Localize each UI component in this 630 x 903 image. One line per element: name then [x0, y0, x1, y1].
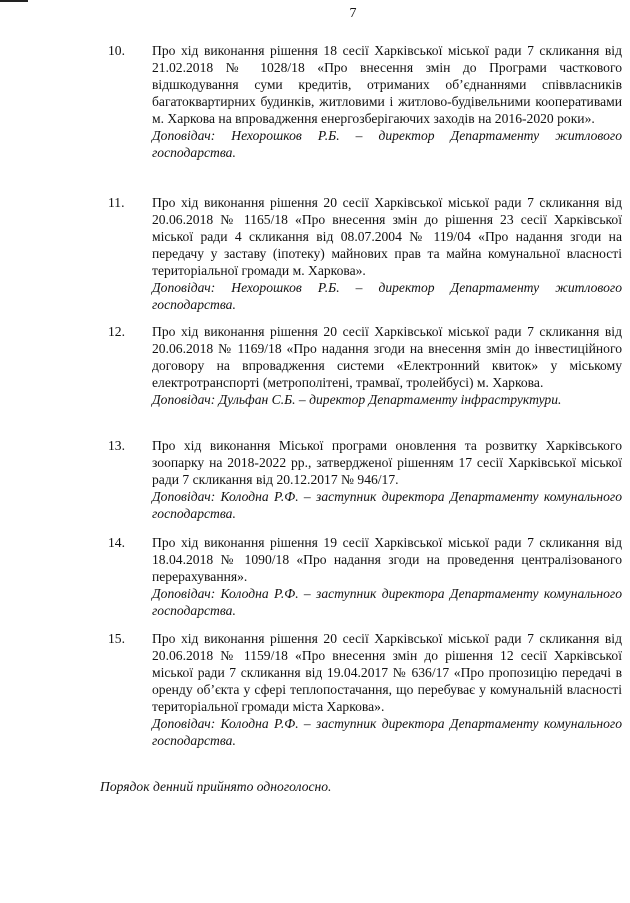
- item-text: Про хід виконання рішення 20 сесії Харківської міської ради 7 скликання від 20.06.2018 № 1169/18 «Про надання згоди на внесення змін до інвестиційного договору на впровадження системи «Електронний квиток» у міському електротранспорті (метрополітені, трамваї, тролейбусі) м. Харкова.: [152, 324, 622, 390]
- item-text: Про хід виконання рішення 19 сесії Харківської міської ради 7 скликання від 18.04.2018 № 1090/18 «Про надання згоди на проведення централізованого перерахування».: [152, 535, 622, 584]
- item-speaker: Доповідач: Нехорошков Р.Б. – директор Департаменту житлового господарства.: [152, 280, 622, 312]
- agenda-item-14: [108, 534, 622, 619]
- item-speaker: Доповідач: Колодна Р.Ф. – заступник директора Департаменту комунального господарства.: [152, 586, 622, 618]
- item-speaker: Доповідач: Дульфан С.Б. – директор Департаменту інфраструктури.: [152, 392, 562, 407]
- item-number: 11.: [108, 195, 125, 210]
- agenda-item-10: [108, 42, 622, 161]
- item-number: 10.: [108, 43, 125, 58]
- item-number: 15.: [108, 631, 125, 646]
- top-edge-mark: [0, 0, 28, 2]
- item-text: Про хід виконання Міської програми оновлення та розвитку Харківського зоопарку на 2018-2022 рр., затвердженої рішенням 17 сесії Харківської міської ради 7 скликання від 20.12.2017 № 946/17.: [152, 438, 622, 487]
- item-text: Про хід виконання рішення 20 сесії Харківської міської ради 7 скликання від 20.06.2018 № 1159/18 «Про внесення змін до рішення 12 сесії Харківської міської ради 7 скликання від 19.04.2017 № 636/17 «Про пропозицію передачі в оренду об’єкта у сфері теплопостачання, що перебуває у комунальній власності територіальної громади міста Харкова».: [152, 631, 622, 714]
- item-speaker: Доповідач: Колодна Р.Ф. – заступник директора Департаменту комунального господарства.: [152, 716, 622, 748]
- item-speaker: Доповідач: Колодна Р.Ф. – заступник директора Департаменту комунального господарства.: [152, 489, 622, 521]
- item-number: 13.: [108, 438, 125, 453]
- closing-statement: Порядок денний прийнято одноголосно.: [100, 779, 332, 794]
- item-number: 12.: [108, 324, 125, 339]
- agenda-item-13: [108, 437, 622, 522]
- item-text: Про хід виконання рішення 18 сесії Харківської міської ради 7 скликання від 21.02.2018 № 1028/18 «Про внесення змін до Програми часткового відшкодування суми кредитів, отриманих об’єднаннями співвласників багатоквартирних будинків, житловими і житлово-будівельними кооперативами м. Харкова на впровадження енергозберігаючих заходів на 2016-2020 роки».: [152, 43, 622, 126]
- page-number: 7: [349, 6, 357, 21]
- agenda-item-15: [108, 630, 622, 749]
- agenda-item-11: [108, 194, 622, 313]
- agenda-item-12: [108, 323, 622, 408]
- item-number: 14.: [108, 535, 125, 550]
- item-text: Про хід виконання рішення 20 сесії Харківської міської ради 7 скликання від 20.06.2018 № 1165/18 «Про внесення змін до рішення 23 сесії Харківської міської ради 4 скликання від 08.07.2004 № 119/04 «Про надання згоди на передачу у заставу (іпотеку) майнових прав та майна комунальної власності територіальної громади м. Харкова».: [152, 195, 622, 278]
- item-speaker: Доповідач: Нехорошков Р.Б. – директор Департаменту житлового господарства.: [152, 128, 622, 160]
